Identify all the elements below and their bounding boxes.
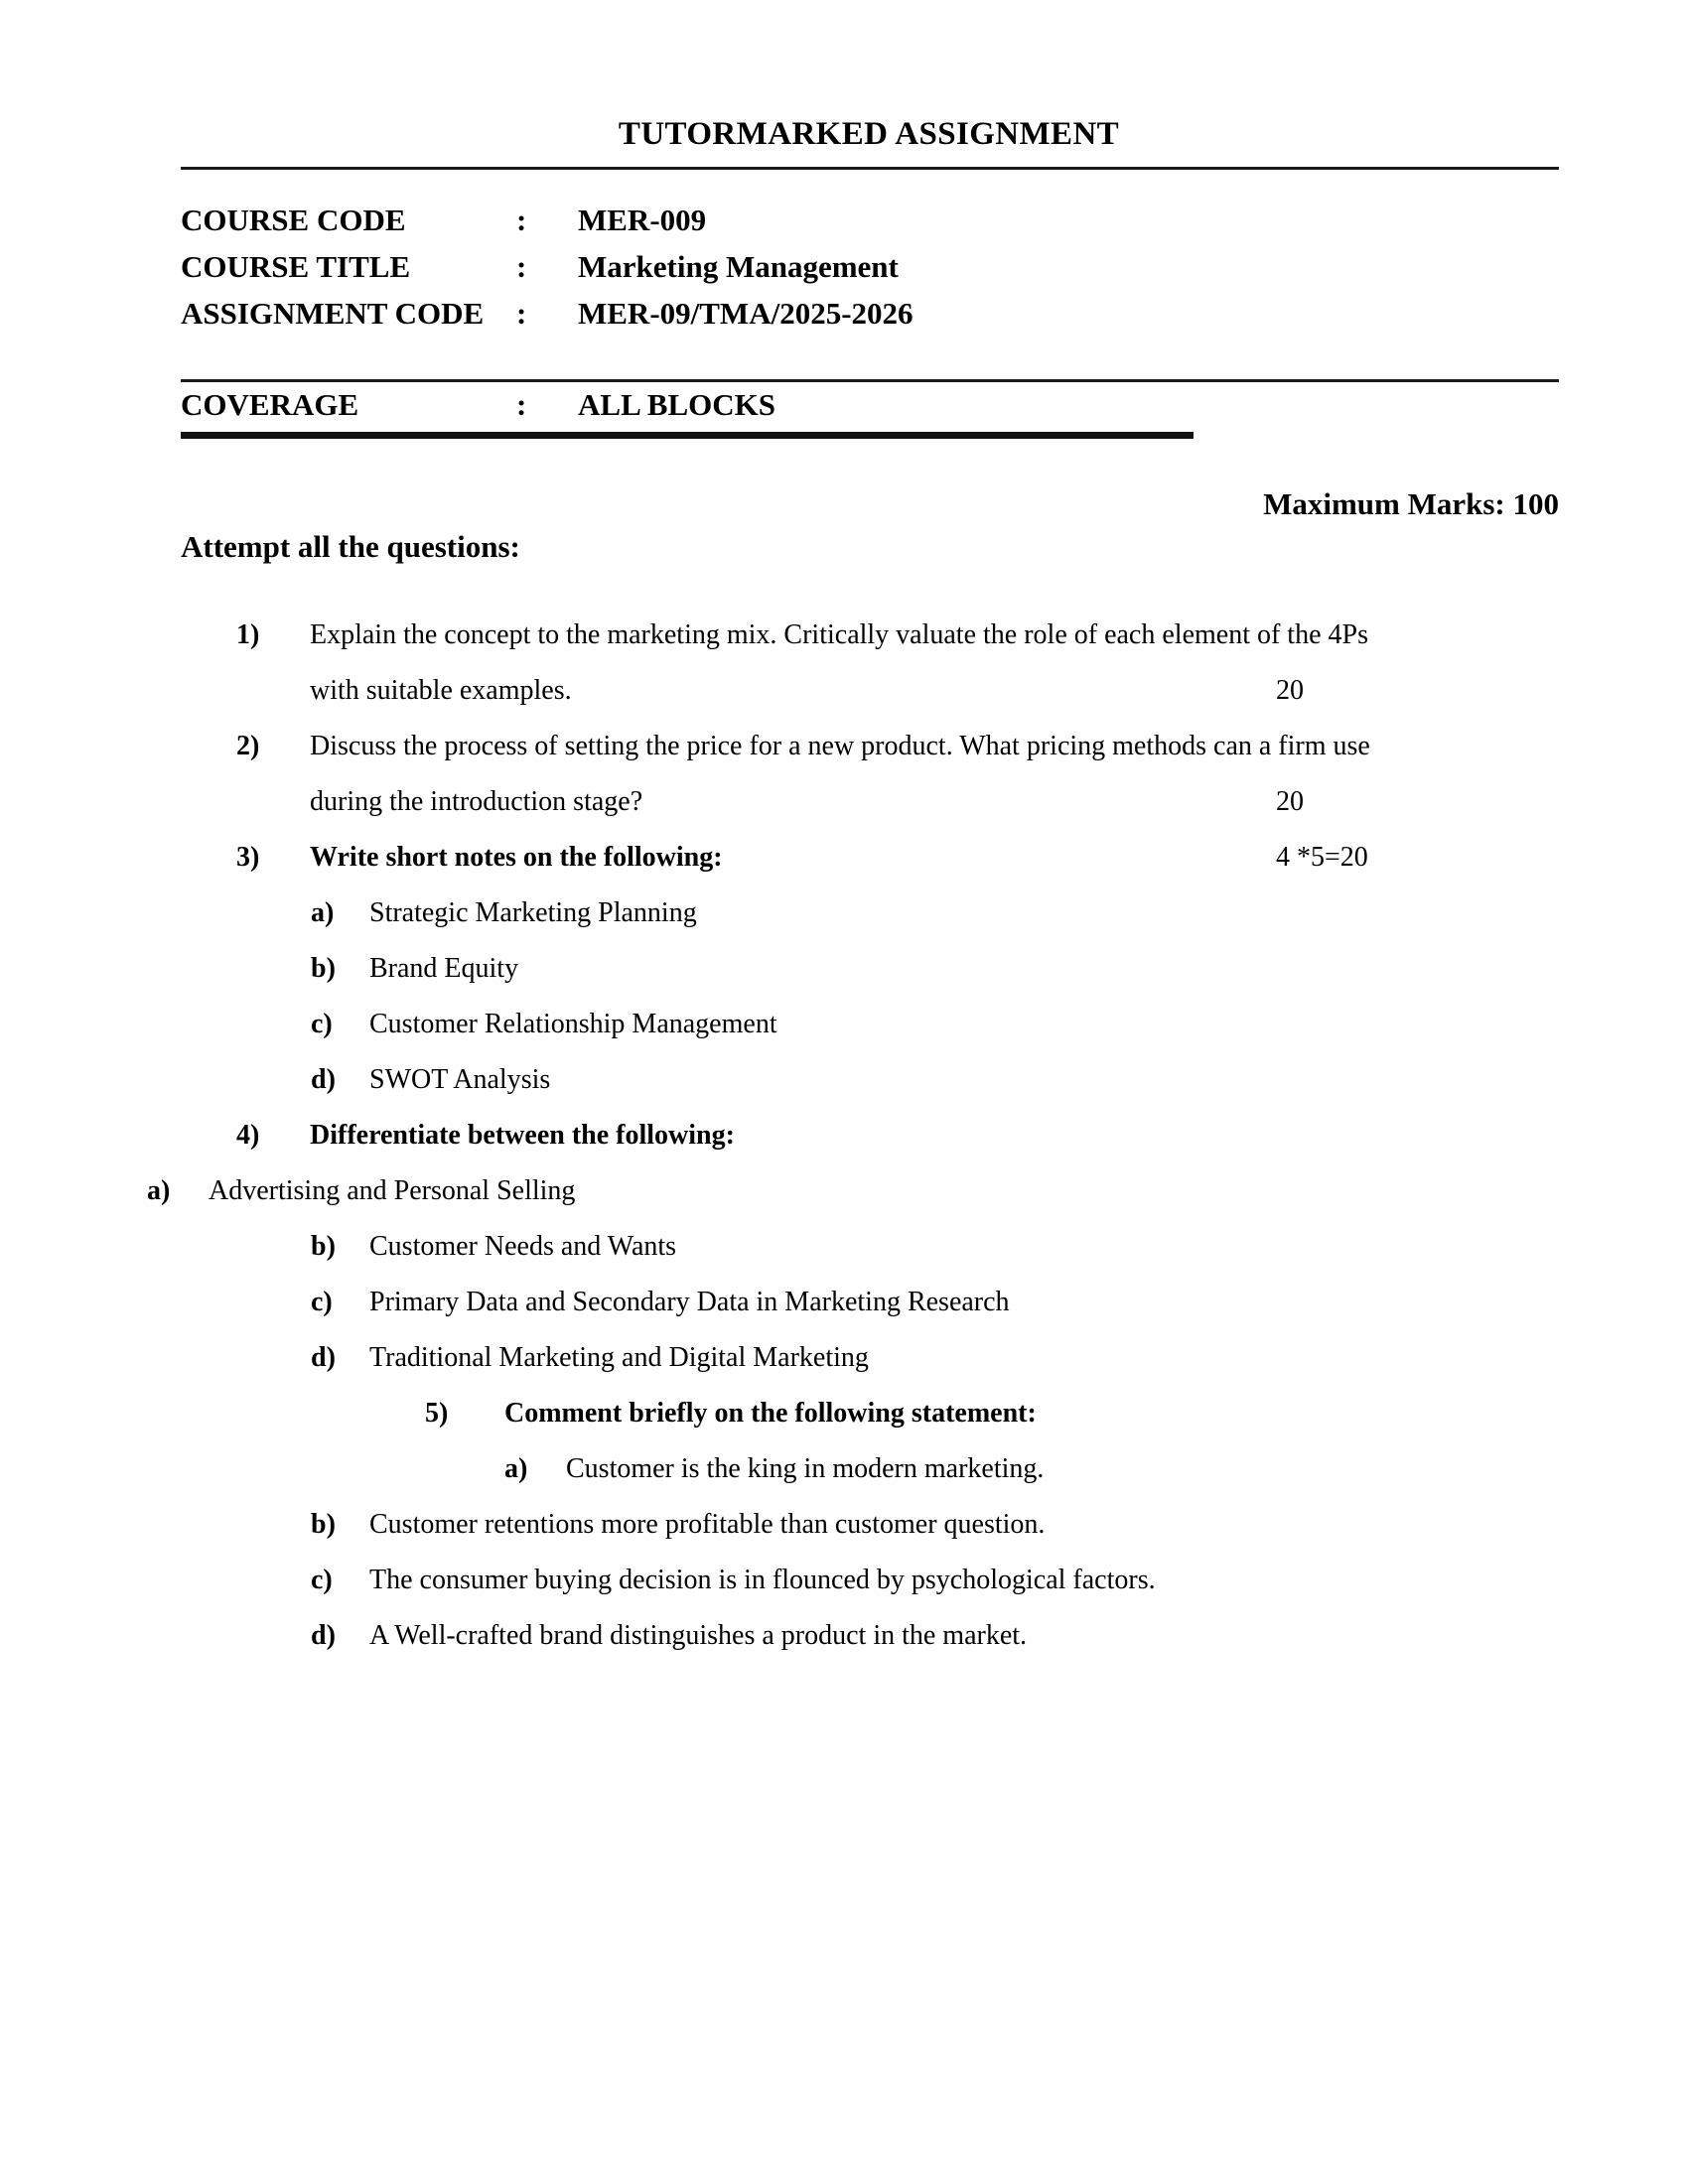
- sub-item-marker: d): [311, 1064, 336, 1095]
- meta-row-course-title: [181, 249, 1561, 296]
- question-list: [0, 608, 1688, 1664]
- coverage-top-divider: [181, 379, 1559, 382]
- sub-item-marker: b): [311, 1231, 336, 1262]
- sub-item-text: Primary Data and Secondary Data in Marketing Research: [369, 1287, 1010, 1317]
- course-meta-block: [181, 203, 1561, 342]
- question-item-continuation: [0, 774, 1688, 830]
- maximum-marks: Maximum Marks: 100: [1263, 486, 1559, 521]
- question-text: Discuss the process of setting the price for a new product. What pricing methods can a firm use: [310, 731, 1370, 761]
- sub-item-marker: a): [504, 1453, 528, 1484]
- question-text-continued: with suitable examples.: [310, 675, 572, 706]
- sub-item-text: Strategic Marketing Planning: [369, 897, 697, 928]
- question-text: Comment briefly on the following statement:: [504, 1398, 1037, 1429]
- question-text: Differentiate between the following:: [310, 1120, 735, 1151]
- instruction-text: Attempt all the questions:: [181, 529, 520, 564]
- sub-item: [0, 886, 1688, 941]
- question-marker: 1): [236, 619, 260, 650]
- meta-colon: :: [516, 203, 527, 237]
- sub-item: [0, 1441, 1688, 1497]
- sub-item-text: Brand Equity: [369, 953, 519, 984]
- sub-item-text: Customer is the king in modern marketing.: [566, 1453, 1045, 1484]
- sub-item-text: Customer Relationship Management: [369, 1009, 777, 1039]
- sub-item-text: The consumer buying decision is in flounced by psychological factors.: [369, 1565, 1156, 1595]
- sub-item: [0, 1330, 1688, 1386]
- sub-item-text: Customer retentions more profitable than customer question.: [369, 1509, 1046, 1540]
- sub-item-marker: c): [311, 1287, 333, 1317]
- sub-item-marker: b): [311, 1509, 336, 1540]
- coverage-value: ALL BLOCKS: [578, 387, 775, 422]
- sub-item: [0, 1163, 1688, 1219]
- question-marks: 20: [1276, 675, 1304, 706]
- meta-label-course-code: COURSE CODE: [181, 203, 406, 237]
- sub-item-marker: c): [311, 1009, 333, 1039]
- question-item: [0, 719, 1688, 774]
- question-item: [0, 1386, 1688, 1441]
- coverage-bottom-divider: [181, 432, 1194, 439]
- sub-item: [0, 997, 1688, 1052]
- title-divider: [181, 167, 1559, 170]
- question-marker: 4): [236, 1120, 260, 1151]
- sub-item: [0, 941, 1688, 997]
- question-marks: 4 *5=20: [1276, 842, 1368, 873]
- question-marker: 2): [236, 731, 260, 761]
- question-marker: 3): [236, 842, 260, 873]
- sub-item: [0, 1219, 1688, 1275]
- sub-item-marker: d): [311, 1342, 336, 1373]
- sub-item-marker: a): [311, 897, 335, 928]
- coverage-label: COVERAGE: [181, 387, 359, 422]
- sub-item-marker: b): [311, 953, 336, 984]
- meta-value-course-title: Marketing Management: [578, 249, 899, 284]
- sub-item-text: Traditional Marketing and Digital Marketing: [369, 1342, 869, 1373]
- question-marks: 20: [1276, 786, 1304, 817]
- sub-item-text: A Well-crafted brand distinguishes a product in the market.: [369, 1620, 1028, 1651]
- sub-item-text: Advertising and Personal Selling: [209, 1175, 576, 1206]
- meta-label-course-title: COURSE TITLE: [181, 249, 411, 284]
- meta-row-course-code: [181, 203, 1561, 249]
- meta-value-assignment-code: MER-09/TMA/2025-2026: [578, 296, 914, 331]
- meta-label-assignment-code: ASSIGNMENT CODE: [181, 296, 485, 331]
- sub-item-marker: a): [147, 1175, 171, 1206]
- meta-colon: :: [516, 296, 527, 331]
- sub-item: [0, 1553, 1688, 1608]
- question-marker: 5): [425, 1398, 449, 1429]
- question-item: [0, 1108, 1688, 1163]
- sub-item-marker: c): [311, 1565, 333, 1595]
- sub-item-text: SWOT Analysis: [369, 1064, 551, 1095]
- question-text-continued: during the introduction stage?: [310, 786, 643, 817]
- meta-colon: :: [516, 249, 527, 284]
- question-text: Explain the concept to the marketing mix. Critically valuate the role of each element of the 4Ps: [310, 619, 1368, 650]
- sub-item: [0, 1497, 1688, 1553]
- coverage-colon: :: [516, 387, 527, 422]
- meta-value-course-code: MER-009: [578, 203, 707, 237]
- question-text: Write short notes on the following:: [310, 842, 723, 873]
- coverage-row: [181, 387, 1561, 432]
- sub-item: [0, 1608, 1688, 1664]
- sub-item-marker: d): [311, 1620, 336, 1651]
- sub-item-text: Customer Needs and Wants: [369, 1231, 677, 1262]
- question-item-continuation: [0, 663, 1688, 719]
- sub-item: [0, 1052, 1688, 1108]
- question-item: [0, 830, 1688, 886]
- question-item: [0, 608, 1688, 663]
- sub-item: [0, 1275, 1688, 1330]
- page-title: TUTORMARKED ASSIGNMENT: [618, 116, 1120, 152]
- meta-row-assignment-code: [181, 296, 1561, 342]
